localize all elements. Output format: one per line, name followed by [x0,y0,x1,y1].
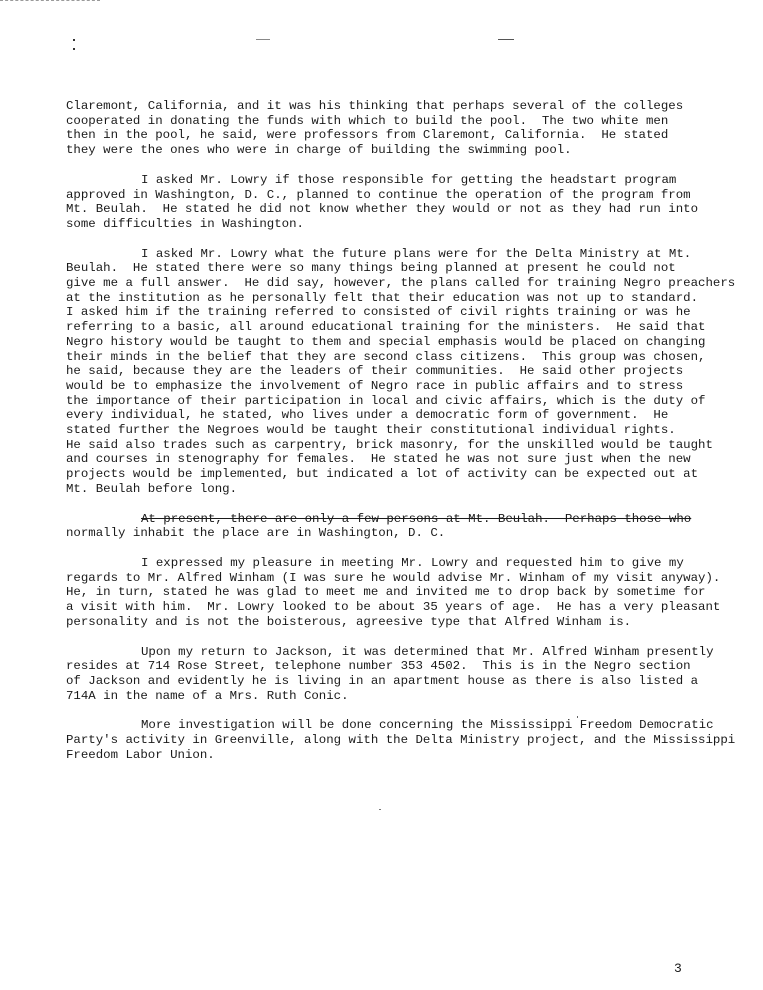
text-line: would be to emphasize the involvement of Negro race in public affairs and to stress [66,378,684,393]
text-line: then in the pool, he said, were professors from Claremont, California. He stated [66,128,669,143]
text-line: and courses in stenography for females. He stated he was not sure just when the new [66,452,691,467]
text-line: approved in Washington, D. C., planned to continue the operation of the program from [66,187,691,202]
text-line: Beulah. He stated there were so many things being planned at present he could not [66,261,676,276]
text-line: their minds in the belief that they are second class citizens. This group was chosen, [66,349,706,364]
text-line: regards to Mr. Alfred Winham (I was sure he would advise Mr. Winham of my visit anyway). [66,570,721,585]
text-line: he said, because they are the leaders of their communities. He said other projects [66,364,684,379]
text-line: I asked Mr. Lowry what the future plans were for the Delta Ministry at Mt. [141,246,692,261]
paragraph-2 [66,173,746,232]
text-line: the importance of their participation in local and civic affairs, which is the duty of [66,393,706,408]
text-line: Freedom Labor Union. [66,747,215,762]
text-line: Claremont, California, and it was his thinking that perhaps several of the colleges [66,99,684,113]
text-line: a visit with him. Mr. Lowry looked to be about 35 years of age. He has a very pleasant [66,600,721,615]
paragraph-7 [66,718,746,762]
text-line: of Jackson and evidently he is living in an apartment house as there is also listed a [66,673,699,688]
text-line: He said also trades such as carpentry, brick masonry, for the unskilled would be taught [66,437,713,452]
margin-mark [73,39,75,41]
paragraph-4 [66,512,746,541]
page-number: 3 [674,961,682,976]
text-line: More investigation will be done concerning the Mississippi Freedom Democratic [141,718,714,733]
text-line: Negro history would be taught to them and special emphasis would be placed on changing [66,334,706,349]
text-line: at the institution as he personally felt that their education was not up to standard. [66,290,699,305]
text-line: every individual, he stated, who lives under a democratic form of government. He [66,408,669,423]
page-top-edge [0,0,100,1]
text-line: cooperated in donating the funds with which to build the pool. The two white men [66,113,669,128]
text-line: Upon my return to Jackson, it was determined that Mr. Alfred Winham presently [141,644,714,659]
text-line: I asked him if the training referred to consisted of civil rights training or was he [66,305,691,320]
letter-body [66,99,746,762]
text-line: stated further the Negroes would be taught their constitutional individual rights. [66,423,676,438]
margin-mark [73,48,75,50]
text-line: some difficulties in Washington. [66,216,304,231]
scan-speck [379,809,381,810]
text-line: Mt. Beulah before long. [66,481,238,496]
text-line: they were the ones who were in charge of building the swimming pool. [66,143,572,158]
text-line: referring to a basic, all around educational training for the ministers. He said that [66,320,706,335]
text-line: He, in turn, stated he was glad to meet me and invited me to drop back by sometime for [66,585,706,600]
text-line: Mt. Beulah. He stated he did not know whether they would or not as they had run into [66,202,699,217]
scan-speck [577,716,578,718]
text-line: personality and is not the boisterous, agreesive type that Alfred Winham is. [66,614,632,629]
text-line: I expressed my pleasure in meeting Mr. Lowry and requested him to give my [141,555,684,570]
scan-speck [498,39,514,40]
text-line: I asked Mr. Lowry if those responsible for getting the headstart program [141,172,677,187]
paragraph-5 [66,556,746,630]
struck-text-line: At present, there are only a few persons at Mt. Beulah. Perhaps those who [141,511,692,526]
text-line: resides at 714 Rose Street, telephone number 353 4502. This is in the Negro section [66,659,691,674]
text-line: projects would be implemented, but indicated a lot of activity can be expected out at [66,467,699,482]
paragraph-1 [66,99,746,158]
text-line: give me a full answer. He did say, however, the plans called for training Negro preachers [66,276,736,291]
text-line: normally inhabit the place are in Washington, D. C. [66,526,446,541]
scan-speck [256,39,270,40]
text-line: 714A in the name of a Mrs. Ruth Conic. [66,688,349,703]
paragraph-6 [66,645,746,704]
paragraph-3 [66,247,746,497]
text-line: Party's activity in Greenville, along with the Delta Ministry project, and the Mississippi [66,733,736,748]
